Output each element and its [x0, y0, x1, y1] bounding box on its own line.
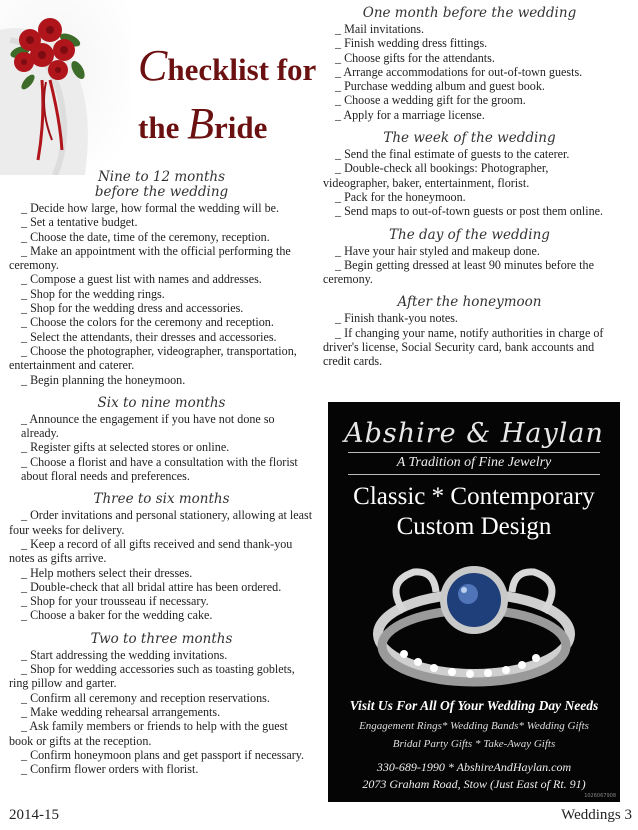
ad-headline-line2: Custom Design: [396, 513, 552, 540]
section-title: [323, 6, 616, 21]
checklist-section: [9, 396, 314, 483]
checklist-item: _ Order invitations and personal stationery, allowing at least four weeks for delivery.: [9, 508, 313, 537]
checklist-item: _ Decide how large, how formal the wedding will be.: [21, 201, 280, 215]
section-title-line: Three to six months: [93, 491, 230, 508]
checklist-item: _ Confirm honeymoon plans and get passport if necessary.: [21, 747, 305, 762]
title-line1: hecklist for: [167, 52, 317, 87]
ad-tagline: A Tradition of Fine Jewelry: [396, 455, 552, 470]
footer-page-label: Weddings 3: [561, 807, 632, 823]
checklist-item: _ Have your hair styled and makeup done.: [335, 243, 540, 258]
checklist-item: _ Make an appointment with the official performing the ceremony.: [9, 243, 291, 273]
checklist-item: _ Keep a record of all gifts received and send thank-you notes as gifts arrive.: [9, 536, 293, 566]
ad-brand: Abshire & Haylan: [344, 418, 604, 449]
checklist-item: _ Confirm flower orders with florist.: [21, 762, 199, 777]
ad-phone-website: 330-689-1990 * AbshireAndHaylan.com: [376, 760, 572, 774]
section-title-line: The day of the wedding: [389, 226, 550, 243]
section-title-line: Nine to 12 months: [97, 169, 226, 185]
title-initial-c: C: [138, 41, 168, 90]
section-title-line: One month before the wedding: [362, 5, 577, 21]
section-title: [9, 632, 314, 647]
checklist-item: _ Help mothers select their dresses.: [21, 565, 193, 580]
footer-year: 2014-15: [9, 807, 59, 823]
checklist-item: _ Mail invitations.: [335, 22, 425, 36]
section-title-line: before the wedding: [94, 184, 229, 200]
checklist-item: _ Announce the engagement if you have not done so already.: [21, 411, 275, 441]
checklist-section: [323, 295, 616, 368]
checklist-item: _ Shop for the wedding rings.: [21, 286, 165, 301]
checklist-item: _ Finish thank-you notes.: [335, 311, 458, 326]
title-line2: ride: [213, 110, 268, 145]
section-title: [9, 396, 314, 411]
checklist-item: _ Choose the date, time of the ceremony, reception.: [21, 229, 270, 244]
left-column: [9, 170, 314, 785]
checklist-item: _ Shop for your trousseau if necessary.: [21, 594, 209, 609]
checklist-item: _ Select the attendants, their dresses and accessories.: [21, 329, 277, 344]
checklist-section: [323, 6, 616, 122]
section-title-line: After the honeymoon: [397, 294, 542, 311]
checklist-section: [9, 170, 314, 387]
section-title: [323, 295, 616, 310]
checklist-section: [9, 492, 314, 622]
checklist-item: _ Start addressing the wedding invitations.: [21, 647, 228, 662]
checklist-section: [323, 131, 616, 218]
checklist-item: _ Apply for a marriage license.: [335, 107, 485, 122]
section-title: [323, 228, 616, 243]
checklist-item: _ Ask family members or friends to help with the guest book or gifts at the reception.: [9, 719, 288, 748]
ad-code: 1026067908: [584, 793, 616, 799]
section-title: [9, 492, 314, 507]
title-prefix: the: [138, 110, 188, 145]
checklist-section: [323, 228, 616, 287]
section-title: [323, 131, 616, 146]
checklist-item: _ Shop for the wedding dress and accessories.: [21, 301, 244, 316]
section-title: [9, 170, 314, 200]
checklist-item: _ Choose gifts for the attendants.: [335, 50, 495, 65]
checklist-item: _ Double-check that all bridal attire has been ordered.: [21, 579, 282, 594]
checklist-item: _ Choose a baker for the wedding cake.: [21, 608, 213, 623]
ad-divider: [348, 452, 600, 453]
checklist-item: _ Send maps to out-of-town guests or post them online.: [335, 204, 604, 219]
checklist-item: _ Choose the colors for the ceremony and reception.: [21, 315, 274, 330]
checklist-item: _ Set a tentative budget.: [21, 215, 138, 230]
ad-headline: [328, 482, 620, 542]
title-initial-b: B: [187, 99, 214, 148]
checklist-item: _ If changing your name, notify authorities in charge of driver's license, Social Security card, bank accounts and credit cards.: [323, 325, 604, 369]
ad-divider: [348, 474, 600, 475]
ad-products-line1: Engagement Rings* Wedding Bands* Wedding Gifts: [359, 720, 589, 732]
checklist-item: _ Purchase wedding album and guest book.: [335, 79, 545, 94]
section-title-line: The week of the wedding: [383, 130, 556, 147]
ad-products-line2: Bridal Party Gifts * Take-Away Gifts: [392, 738, 556, 750]
bride-bouquet-image: [0, 0, 130, 175]
checklist-item: _ Choose a wedding gift for the groom.: [335, 93, 526, 108]
ad-headline-line1: Classic * Contemporary: [353, 483, 595, 510]
ad-address: 2073 Graham Road, Stow (Just East of Rt. 91): [362, 777, 586, 791]
checklist-item: _ Confirm all ceremony and reception reservations.: [21, 690, 270, 705]
checklist-item: _ Finish wedding dress fittings.: [335, 36, 488, 51]
ad-visit-text: Visit Us For All Of Your Wedding Day Needs: [349, 698, 599, 713]
section-title-line: Six to nine months: [97, 394, 226, 411]
checklist-item: _ Double-check all bookings: Photographer, videographer, baker, entertainment, florist.: [323, 161, 549, 190]
checklist-item: _ Begin planning the honeymoon.: [21, 372, 186, 387]
checklist-item: _ Choose a florist and have a consultation with the florist about floral needs and preferences.: [21, 454, 298, 484]
checklist-item: _ Choose the photographer, videographer, transportation, entertainment and caterer.: [9, 343, 297, 373]
right-column: [323, 6, 616, 378]
ring-image: [364, 542, 584, 692]
checklist-item: _ Send the final estimate of guests to the caterer.: [335, 147, 570, 162]
checklist-item: _ Compose a guest list with names and addresses.: [21, 272, 262, 287]
checklist-item: _ Arrange accommodations for out-of-town guests.: [335, 64, 583, 79]
checklist-item: _ Pack for the honeymoon.: [335, 189, 466, 204]
checklist-item: _ Shop for wedding accessories such as toasting goblets, ring pillow and garter.: [9, 662, 295, 691]
jewelry-advertisement: [328, 402, 620, 802]
checklist-item: _ Register gifts at selected stores or online.: [21, 440, 230, 455]
checklist-section: [9, 632, 314, 777]
section-title-line: Two to three months: [90, 630, 233, 647]
checklist-item: _ Begin getting dressed at least 90 minutes before the ceremony.: [323, 257, 594, 287]
checklist-item: _ Make wedding rehearsal arrangements.: [21, 704, 221, 719]
